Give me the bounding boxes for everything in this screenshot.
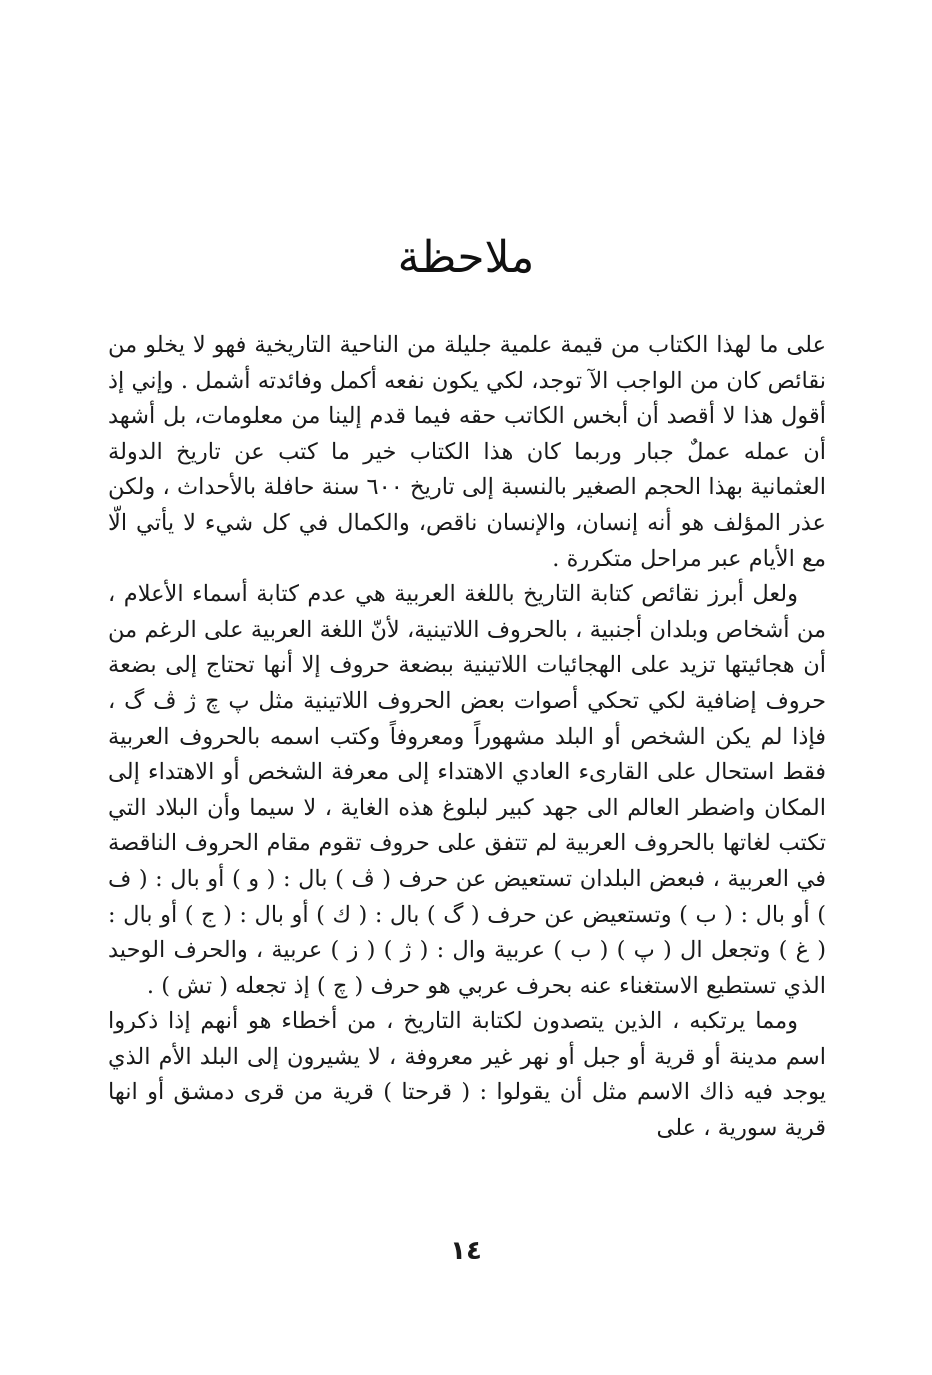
page-title: ملاحظة (397, 232, 535, 283)
paragraph-2: ولعل أبرز نقائص كتابة التاريخ باللغة العربية هي عدم كتابة أسماء الأعلام ، من أشخاص وبلدان أجنبية ، بالحروف اللاتينية، لأنّ اللغة العربية على الرغم من أن هجائيتها تزيد على الهجائيات اللاتينية ببضعة حروف إلا أنها تحتاج إلى بضعة حروف إضافية لكي تحكي أصوات بعض الحروف اللاتينية مثل پ چ ژ ڤ گ ، فإذا لم يكن الشخص أو البلد مشهوراً ومعروفاً وكتب اسمه بالحروف العربية فقط استحال على القارىء العادي الاهتداء إلى معرفة الشخص أو الاهتداء إلى المكان واضطر العالم الى جهد كبير لبلوغ هذه الغاية ، لا سيما وأن البلاد التي تكتب لغاتها بالحروف العربية لم تتفق على حروف تقوم مقام الحروف الناقصة في العربية ، فبعض البلدان تستعيض عن حرف ( ڤ ) بال : ( و ) أو بال : ( ف ) أو بال : ( ب ) وتستعيض عن حرف ( گ ) بال : ( ك ) أو بال : ( ج ) أو بال : ( غ ) وتجعل ال ( پ ) ( ب ) عربية وال : ( ژ ) ( ز ) عربية ، والحرف الوحيد الذي تستطيع الاستغناء عنه بحرف عربي هو حرف ( چ ) إذ تجعله ( تش ) . (108, 581, 826, 999)
paragraph-3: ومما يرتكبه ، الذين يتصدون لكتابة التاريخ ، من أخطاء هو أنهم إذا ذكروا اسم مدينة أو قرية أو جبل أو نهر غير معروفة ، لا يشيرون إلى البلد الأم الذي يوجد فيه ذاك الاسم مثل أن يقولوا : ( قرحتا ) قرية من قرى دمشق أو انها قرية سورية ، على (108, 1008, 826, 1142)
body-text (108, 328, 826, 1147)
page-number: ١٤ (450, 1236, 482, 1266)
paragraph-1: على ما لهذا الكتاب من قيمة علمية جليلة من الناحية التاريخية فهو لا يخلو من نقائص كان من الواجب الآ توجد، لكي يكون نفعه أكمل وفائدته أشمل . وإني إذ أقول هذا لا أقصد أن أبخس الكاتب حقه فيما قدم إلينا من معلومات، بل أشهد أن عمله عملٌ جبار وربما كان هذا الكتاب خير ما كتب عن تاريخ الدولة العثمانية بهذا الحجم الصغير بالنسبة إلى تاريخ ٦٠٠ سنة حافلة بالأحداث ، ولكن عذر المؤلف هو أنه إنسان، والإنسان ناقص، والكمال في كل شيء لا يأتي الّا مع الأيام عبر مراحل متكررة . (108, 332, 826, 572)
